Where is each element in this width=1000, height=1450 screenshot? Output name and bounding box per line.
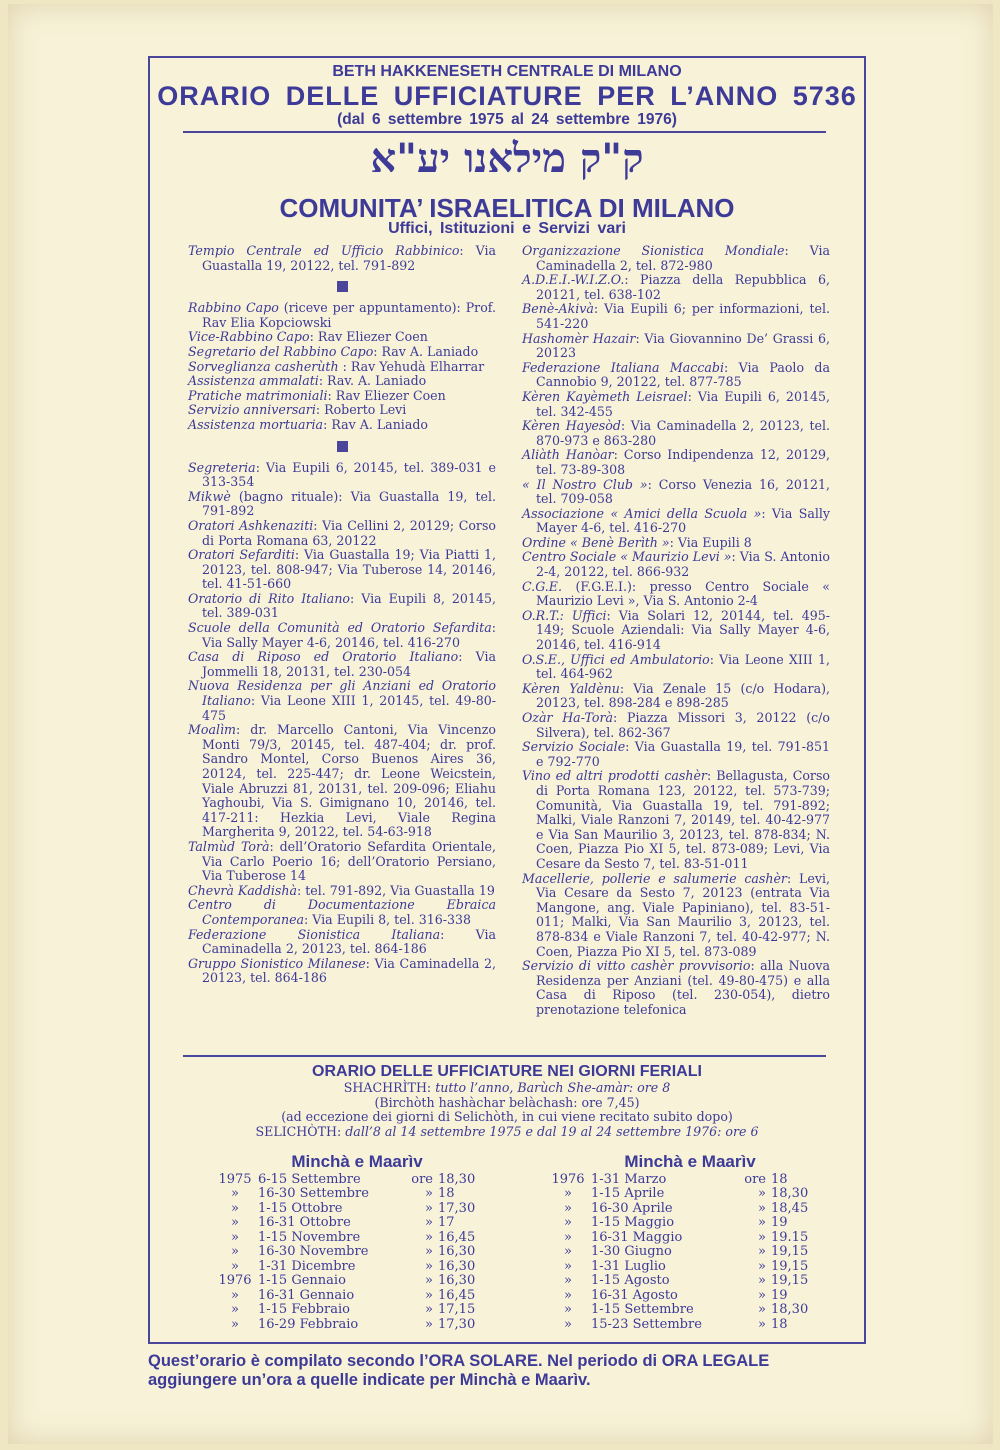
entry-text: : dr. Marcello Cantoni, Via Vincenzo Monti 79/3, 20145, tel. 487-404; dr. prof. Sandro Montel, Corso Buenos Aires 36, 20124, tel. 225-447; dr. Leone Weicstein, Viale Abruzzi 81, 20131, tel. 209-096; Eliahu Yaghoubi, Via S. Gimignano 10, 20146, tel. 417-211: Hezkia Levi, Viale Regina Margherita 9, 20122, tel. 54-63-918 [202,722,496,840]
entry-label: Ordine « Benè Berìth » [522,534,670,550]
schedule-ore: » [758,1215,766,1230]
entry-label: « Il Nostro Club » [522,476,648,492]
entry-text: : Piazza della Repubblica 6, 20121, tel. 638-102 [536,272,830,302]
schedule-time: 16,45 [438,1229,476,1245]
entry-text: : Bellagusta, Corso di Porta Romana 123, 20122, tel. 573-739; Comunità, Via Guastalla 19, tel. 791-892; Malki, Viale Ranzoni 7, 20149, tel. 40-42-977 e Via San Maurilio 3, 20123, tel. 878-834; N. Coen, Piazza Pio XI 5, tel. 873-089; Levi, Via Cesare da Sesto 7, tel. 83-51-011 [536,768,830,871]
directory-entry [522,550,830,579]
entry-label: Kèren Yaldènu [522,680,620,696]
schedule-year: » [564,1287,572,1303]
date-range: (dal 6 settembre 1975 al 24 settembre 1976) [337,111,677,128]
schedule-range: 1-15 Agosto [591,1273,670,1288]
entry-label: Servizio di vitto cashèr provvisorio [522,958,751,974]
schedule-row [212,1187,502,1202]
directory-entry [188,650,496,679]
entry-text: : Via Eupili 8 [669,534,752,550]
schedule-time: 18 [771,1316,788,1332]
directory-entry [522,653,830,682]
schedule-row [212,1303,502,1318]
community-title: COMUNITA’ ISRAELITICA DI MILANO [279,193,735,223]
schedule-time: 18,30 [438,1171,476,1187]
left-column [188,244,496,986]
directory-entry [522,273,830,302]
schedule-row [545,1202,835,1217]
schedule-time: 18,30 [771,1302,809,1317]
schedule-year: » [564,1229,572,1245]
schedule-ore: » [758,1287,766,1303]
entry-label: Aliàth Hanòar [522,447,614,463]
schedule-range: 15-23 Settembre [591,1316,702,1332]
entry-label: O.R.T.: Uffici [522,607,607,623]
directory-entry [522,872,830,960]
schedule-time: 19 [771,1287,788,1303]
table-title: Minchà e Maarìv [624,1152,756,1171]
entry-label: Federazione Sionistica Italiana [188,926,441,942]
entry-label: Benè-Akivà [522,301,594,317]
entry-text: : Via Caminadella 2, tel. 872-980 [536,243,830,273]
directory-entry [522,244,830,273]
schedule-time: 17,30 [438,1316,476,1332]
schedule-time: 19.15 [771,1229,809,1245]
directory-entry [188,621,496,650]
entry-label: Pratiche matrimoniali [188,387,328,403]
footer-line: aggiungere un’ora a quelle indicate per Minchà e Maarìv. [148,1371,591,1389]
schedule-year: » [564,1302,572,1317]
entry-text: : Via Zenale 15 (c/o Hodara), 20123, tel. 898-284 e 898-285 [536,680,830,711]
schedule-row [545,1245,835,1260]
schedule-year: 1976 [551,1171,585,1187]
entry-label: Segreteria [188,459,256,475]
schedule-year: » [564,1215,572,1230]
entry-text: : Via Eupili 6; per informazioni, tel. 541-220 [536,301,830,331]
schedule-ore: » [758,1302,766,1317]
schedule-ore: » [425,1258,433,1274]
directory-entry [188,548,496,592]
entry-text: : Via Caminadella 2, 20123, tel. 870-973 e 863-280 [536,418,831,448]
entry-text: : Via Eupili 8, 20145, tel. 389-031 [202,590,496,621]
entry-text: : Via Guastalla 19, 20122, tel. 791-892 [202,243,497,273]
entry-label: Rabbino Capo [188,300,279,316]
schedule-time: 16,45 [438,1287,476,1303]
schedule-range: 1-15 Gennaio [258,1273,346,1288]
hebrew-title: ק"ק מילאנו יע"א [370,135,644,182]
directory-entry [522,609,830,653]
weekday-schedule [148,1063,866,1139]
divider [183,131,826,133]
synagogue-title: BETH HAKKENESETH CENTRALE DI MILANO [332,63,682,80]
schedule-ore: » [758,1229,766,1245]
schedule-row [212,1289,502,1304]
schedule-range: 16-30 Aprile [591,1200,673,1216]
directory-entry [188,403,496,418]
schedule-ore: » [758,1186,766,1201]
divider [183,1055,826,1057]
entry-text: : alla Nuova Residenza per Anziani (tel. 49-80-475) e alla Casa di Riposo (tel. 230-054), dietro prenotazione telefonica [536,958,830,1017]
directory-entry [188,389,496,404]
entry-text: : Corso Venezia 16, 20121, tel. 709-058 [536,476,830,507]
entry-text: : Via Caminadella 2, 20123, tel. 864-186 [202,955,497,986]
schedule-time: 19,15 [771,1258,809,1274]
entry-text: : Via Eupili 6, 20145, tel. 389-031 e 313-354 [202,459,496,490]
schedule-year: » [564,1316,572,1332]
schedule-time: 19,15 [771,1273,809,1288]
entry-text: : Via Guastalla 19, tel. 791-851 e 792-770 [536,739,830,769]
schedule-time: 18 [771,1171,788,1187]
directory-entry [188,244,496,273]
schedule-row [545,1274,835,1289]
schedule-time: 16,30 [438,1273,476,1288]
entry-text: : Via Giovannino De’ Grassi 6, 20123 [536,330,830,361]
directory-entry [522,448,830,477]
entry-label: Mikwè [188,488,231,504]
schedule-ore: » [425,1229,433,1245]
entry-label: A.D.E.I.-W.I.Z.O. [522,272,625,288]
selichoth-text: dall’8 al 14 settembre 1975 e dal 19 al 24 settembre 1976: ore 6 [345,1123,759,1139]
schedule-ore: » [425,1287,433,1303]
schedule-row [545,1173,835,1188]
entry-label: Assistenza mortuaria [188,416,324,432]
directory-entry [188,374,496,389]
entry-label: Sorveglianza casherùth [188,358,339,374]
schedule-year: » [231,1200,239,1216]
entry-label: Tempio Centrale ed Ufficio Rabbinico [188,243,460,258]
schedule-range: 1-30 Giugno [591,1244,672,1259]
directory-entry [188,330,496,345]
schedule-range: 1-31 Dicembre [258,1258,356,1274]
schedule-year: 1976 [218,1273,252,1288]
entry-label: Federazione Italiana Maccabi [522,359,724,375]
entry-label: Chevrà Kaddishà [188,882,297,898]
schedule-time: 19 [771,1215,788,1230]
schedule-row [545,1216,835,1231]
directory-entry [522,419,830,448]
directory-entry [188,418,496,433]
entry-label: Associazione « Amici della Scuola » [522,505,762,521]
entry-label: Ozàr Ha-Torà [522,710,614,725]
schedule-range: 1-31 Marzo [591,1171,667,1187]
schedule-row [212,1274,502,1289]
entry-text: : Via Sally Mayer 4-6, 20146, tel. 416-270 [202,620,496,650]
entry-label: Servizio anniversari [188,402,316,418]
directory-entry [188,898,496,927]
schedule-table-left [212,1152,502,1332]
schedule-table-right [545,1152,835,1332]
entry-text: : Via Leone XIII 1, 20145, tel. 49-80-475 [202,693,496,723]
directory-entry [522,332,830,361]
entry-text: : Via Eupili 6, 20145, tel. 342-455 [536,388,830,419]
entry-label: Macellerie, pollerie e salumerie cashèr [522,870,787,886]
directory-entry [522,536,830,551]
entry-text: : Levi, Via Cesare da Sesto 7, 20123 (entrata Via Mangone, ang. Viale Papiniano), tel. 83-51-011; Malki, Via San Maurilio 3, 20123, tel. 878-834 e Viale Ranzoni 7, tel. 40-42-977; N. Coen, Piazza Pio XI 5, tel. 873-089 [536,870,831,959]
schedule-time: 17,30 [438,1200,476,1216]
schedule-ore: ore [411,1171,433,1187]
schedule-range: 1-15 Aprile [591,1186,665,1201]
schedule-row [212,1245,502,1260]
entry-label: Oratorio di Rito Italiano [188,590,351,606]
schedule-row [212,1202,502,1217]
schedule-ore: » [425,1200,433,1216]
schedule-ore: » [425,1316,433,1332]
directory-entry [188,957,496,986]
table-title: Minchà e Maarìv [291,1152,423,1171]
entry-label: Moalìm [188,722,236,738]
directory-entry [522,682,830,711]
entry-text: : Rav Yehudà Elharrar [338,358,485,374]
entry-text: : Via Paolo da Cannobio 9, 20122, tel. 877-785 [536,359,830,390]
entry-label: Servizio Sociale [522,739,626,755]
schedule-ore: » [758,1244,766,1259]
entry-label: Organizzazione Sionistica Mondiale [522,243,785,258]
right-column [522,244,830,1017]
schedule-range: 16-31 Agosto [591,1287,678,1303]
schedule-year: » [231,1287,239,1303]
schedule-row [212,1216,502,1231]
schedule-range: 6-15 Settembre [258,1171,361,1187]
entry-label: Centro di Documentazione Ebraica Contemporanea [188,897,496,927]
schedule-year: » [564,1186,572,1201]
entry-label: Scuole della Comunità ed Oratorio Sefardita [188,620,492,636]
schedule-time: 17 [438,1215,455,1230]
entry-label: Talmùd Torà [188,838,270,854]
directory-entry [188,884,496,899]
directory-entry [188,679,496,723]
entry-text: : dell’Oratorio Sefardita Orientale, Via Carlo Poerio 16; dell’Oratorio Persiano, Via Tuberose 14 [202,838,497,884]
schedule-ore: » [425,1186,433,1201]
schedule-ore: » [425,1302,433,1317]
shachrith-label: SHACHRÌTH: [343,1080,436,1095]
schedule-time: 18,30 [771,1186,809,1201]
schedule-year: » [564,1244,572,1259]
entry-text: (F.G.E.I.): presso Centro Sociale « Maurizio Levi », Via S. Antonio 2-4 [536,578,830,609]
schedule-range: 16-29 Febbraio [258,1316,359,1332]
entry-label: Oratori Sefarditi [188,547,295,563]
entry-text: : Corso Indipendenza 12, 20129, tel. 73-89-308 [536,447,831,477]
entry-text: : Via Leone XIII 1, tel. 464-962 [536,651,830,682]
entry-text: : Piazza Missori 3, 20122 (c/o Silvera), tel. 862-367 [536,710,830,740]
schedule-year: 1975 [218,1171,252,1187]
schedule-row [545,1231,835,1246]
schedule-year: » [231,1229,239,1245]
schedule-range: 1-15 Febbraio [258,1302,350,1317]
schedule-row [545,1318,835,1333]
entry-label: Assistenza ammalati [188,373,319,389]
schedule-year: » [231,1316,239,1332]
schedule-time: 19,15 [771,1244,809,1259]
directory-entry [188,840,496,884]
directory-entry [188,461,496,490]
square-separator [337,441,348,452]
entry-text: : Rav. A. Laniado [318,373,427,389]
directory-entry [188,490,496,519]
schedule-row [212,1318,502,1333]
schedule-row [545,1187,835,1202]
footer-note [148,1352,878,1390]
schedule-year: » [231,1215,239,1230]
directory-entry [522,740,830,769]
entry-text: : Via Guastalla 19; Via Piatti 1, 20123, tel. 808-947; Via Tuberose 14, 20146, tel. 41-51-660 [202,547,496,592]
directory-entry [522,769,830,871]
entry-label: Hashomèr Hazair [522,330,636,346]
entry-text: (bagno rituale): Via Guastalla 19, tel. 791-892 [202,488,496,519]
exception-line: (ad eccezione dei giorni di Selichòth, in cui viene recitato subito dopo) [281,1109,733,1124]
shachrith-text: tutto l’anno, Barùch She-amàr: ore 8 [435,1080,671,1095]
entry-text: : Rav A. Laniado [323,416,428,432]
entry-label: Nuova Residenza per gli Anziani ed Oratorio Italiano [188,678,496,709]
schedule-range: 16-31 Gennaio [258,1287,355,1303]
birchoth-line: (Birchòth hashàchar belàchash: ore 7,45) [374,1094,640,1110]
entry-label: O.S.E., Uffici ed Ambulatorio [522,651,710,667]
schedule-ore: » [758,1273,766,1288]
schedule-range: 1-31 Luglio [591,1258,666,1274]
directory-entry [522,507,830,536]
entry-label: C.G.E. [522,578,563,594]
entry-text: : Via Jommelli 18, 20131, tel. 230-054 [202,649,496,679]
schedule-year: » [231,1258,239,1274]
schedule-row [545,1260,835,1275]
schedule-row [212,1231,502,1246]
entry-label: Casa di Riposo ed Oratorio Italiano [188,649,459,665]
schedule-ore: » [425,1215,433,1230]
entry-text: : Rav Eliezer Coen [327,387,446,403]
schedule-ore: » [758,1200,766,1216]
schedule-range: 16-30 Settembre [258,1186,369,1201]
shachrith-line [148,1081,866,1096]
directory-entry [522,302,830,331]
schedule-row [212,1260,502,1275]
directory-entry [188,519,496,548]
directory-entry [188,592,496,621]
schedule-range: 1-15 Settembre [591,1302,694,1317]
schedule-range: 16-31 Ottobre [258,1215,351,1230]
entry-label: Vino ed altri prodotti cashèr [522,768,707,784]
entry-label: Kèren Kayèmeth Leisrael [522,388,688,404]
selichoth-line [148,1125,866,1140]
schedule-row [545,1289,835,1304]
schedule-range: 16-31 Maggio [591,1229,683,1245]
schedule-time: 16,30 [438,1244,476,1259]
directory-entry [522,580,830,609]
entry-text: : Via Sally Mayer 4-6, tel. 416-270 [536,505,830,536]
schedule-year: » [231,1186,239,1201]
entry-text: : tel. 791-892, Via Guastalla 19 [297,882,495,898]
schedule-range: 1-15 Ottobre [258,1200,343,1216]
schedule-time: 16,30 [438,1258,476,1274]
entry-text: : Rav Eliezer Coen [309,329,428,345]
entry-label: Kèren Hayesòd [522,418,621,434]
entry-label: Oratori Ashkenaziti [188,517,314,533]
directory-entry [188,928,496,957]
weekday-title: ORARIO DELLE UFFICIATURE NEI GIORNI FERIALI [312,1063,702,1080]
schedule-ore: » [758,1316,766,1332]
square-separator [337,281,348,292]
schedule-time: 18 [438,1186,455,1201]
entry-text: (riceve per appuntamento): Prof. Rav Elia Kopciowski [202,300,496,330]
entry-text: : Roberto Levi [315,402,407,418]
schedule-year: » [564,1258,572,1274]
entry-label: Vice-Rabbino Capo [188,329,310,345]
selichoth-label: SELICHÒTH: [255,1123,346,1139]
footer-line: Quest’orario è compilato secondo l’ORA SOLARE. Nel periodo di ORA LEGALE [148,1352,770,1370]
schedule-range: 16-30 Novembre [258,1244,369,1259]
schedule-ore: » [425,1273,433,1288]
entry-label: Segretario del Rabbino Capo [188,343,374,359]
entry-text: : Rav A. Laniado [373,343,479,359]
directory-entry [188,345,496,360]
entry-label: Gruppo Sionistico Milanese [188,955,366,971]
directory-entry [522,478,830,507]
entry-text: : Via S. Antonio 2-4, 20122, tel. 866-932 [536,549,830,580]
entry-text: : Via Caminadella 2, 20123, tel. 864-186 [202,926,497,957]
schedule-ore: » [425,1244,433,1259]
schedule-row [212,1173,502,1188]
schedule-ore: ore [744,1171,766,1187]
directory-entry [522,361,830,390]
schedule-year: » [564,1200,572,1216]
schedule-range: 1-15 Novembre [258,1229,361,1245]
entry-label: Centro Sociale « Maurizio Levi » [522,549,732,565]
schedule-title: ORARIO DELLE UFFICIATURE PER L’ANNO 5736 [157,81,857,111]
schedule-year: » [564,1273,572,1288]
directory-entry [188,301,496,330]
directory-entry [522,959,830,1017]
directory-entry [188,723,496,840]
entry-text: : Via Cellini 2, 20129; Corso di Porta Romana 63, 20122 [202,517,496,548]
schedule-year: » [231,1302,239,1317]
directory-entry [522,711,830,740]
entry-text: : Via Eupili 8, tel. 316-338 [304,911,472,927]
schedule-row [545,1303,835,1318]
schedule-time: 18,45 [771,1200,809,1216]
directory-entry [522,390,830,419]
schedule-time: 17,15 [438,1302,476,1317]
community-subtitle: Uffici, Istituzioni e Servizi vari [388,220,626,237]
entry-text: : Via Solari 12, 20144, tel. 495-149; Scuole Aziendali: Via Sally Mayer 4-6, 20146, tel. 416-914 [536,607,830,653]
schedule-ore: » [758,1258,766,1274]
directory-entry [188,360,496,375]
schedule-range: 1-15 Maggio [591,1215,675,1230]
schedule-year: » [231,1244,239,1259]
